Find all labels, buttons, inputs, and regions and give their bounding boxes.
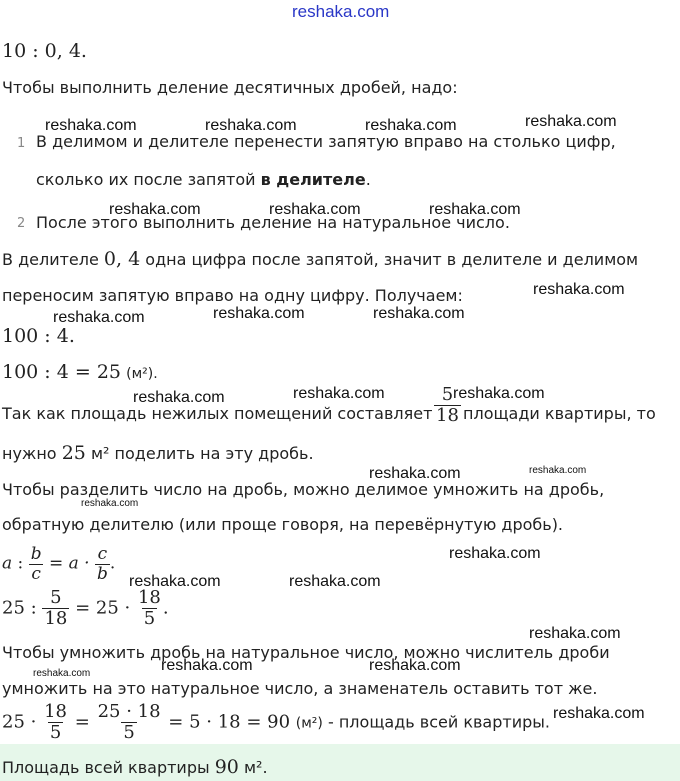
divisor-line-1 bbox=[2, 248, 638, 270]
watermark: reshaka.com bbox=[525, 113, 617, 130]
calc-1-f2-den: 5 bbox=[143, 607, 156, 629]
formula-b: b bbox=[30, 544, 42, 564]
area-text-pre: Так как площадь нежилых помещений составляет bbox=[2, 404, 433, 423]
calc-2-tail: - площадь всей квартиры. bbox=[322, 712, 550, 732]
step-1-line-1: В делимом и делителе перенести запятую вправо на столько цифр, bbox=[36, 132, 616, 151]
watermark: reshaka.com bbox=[45, 117, 137, 134]
fraction-denominator: 18 bbox=[436, 404, 459, 426]
need-post: м² поделить на эту дробь. bbox=[85, 444, 314, 463]
step-1-line-2 bbox=[36, 170, 371, 189]
rule-line-2: обратную делителю (или проще говоря, на перевёрнутую дробь). bbox=[2, 515, 564, 534]
calc-2-rest: = 5 · 18 = 90 bbox=[168, 711, 291, 733]
step-2-line-1: После этого выполнить деление на натуральное число. bbox=[36, 213, 510, 232]
watermark: reshaka.com bbox=[129, 573, 221, 590]
rule2-line-2: умножить на это натуральное число, а знаменатель оставить тот же. bbox=[2, 679, 598, 698]
formula-dot: . bbox=[109, 553, 116, 574]
formula-c: c bbox=[31, 563, 41, 584]
calc-2-unit: (м²) bbox=[295, 715, 323, 732]
watermark: reshaka.com bbox=[529, 625, 621, 642]
calc-2-f1-num: 18 bbox=[44, 701, 67, 722]
rule2-line-1: Чтобы умножить дробь на натуральное число, можно числитель дроби bbox=[2, 643, 610, 662]
divisor-text-post: одна цифра после запятой, значит в делителе и делимом bbox=[140, 250, 639, 269]
math-result: 100 : 4 = 25 bbox=[2, 361, 122, 383]
watermark: reshaka.com bbox=[429, 201, 521, 218]
divisor-math: 0, 4 bbox=[103, 248, 141, 270]
calc-2 bbox=[2, 702, 550, 743]
formula-c2: c bbox=[97, 544, 108, 564]
math-10-div-0-4: 10 : 0, 4. bbox=[2, 40, 87, 62]
watermark: reshaka.com bbox=[133, 389, 225, 406]
step-1-bold: в делителе bbox=[260, 170, 366, 189]
watermark: reshaka.com bbox=[369, 465, 461, 482]
watermark: reshaka.com bbox=[109, 201, 201, 218]
watermark-small: reshaka.com bbox=[81, 498, 139, 509]
area-text-post: площади квартиры, то bbox=[463, 404, 656, 423]
top-watermark: reshaka.com bbox=[292, 2, 390, 21]
watermark: reshaka.com bbox=[205, 117, 297, 134]
step-number-1: 1 bbox=[17, 136, 26, 151]
watermark: reshaka.com bbox=[213, 305, 305, 322]
need-pre: нужно bbox=[2, 444, 62, 463]
fraction-numerator: 5 bbox=[441, 384, 454, 405]
calc-1-f2-num: 18 bbox=[137, 587, 161, 608]
formula bbox=[2, 545, 115, 583]
watermark: reshaka.com bbox=[161, 657, 253, 674]
calc-1 bbox=[2, 588, 169, 629]
step-1-period: . bbox=[365, 170, 371, 189]
calc-1-left: 25 : bbox=[2, 597, 37, 619]
formula-eq: = a · bbox=[48, 553, 90, 574]
watermark: reshaka.com bbox=[269, 201, 361, 218]
watermark: reshaka.com bbox=[453, 385, 545, 402]
watermark: reshaka.com bbox=[533, 281, 625, 298]
calc-2-eq1: = bbox=[74, 711, 90, 733]
unit-m2: (м²). bbox=[126, 366, 158, 382]
formula-colon: : bbox=[17, 553, 24, 574]
answer-post: м². bbox=[238, 758, 268, 777]
intro-text: Чтобы выполнить деление десятичных дробей, надо: bbox=[2, 78, 458, 97]
calc-1-f1-den: 18 bbox=[44, 607, 68, 629]
need-math: 25 bbox=[61, 442, 86, 464]
watermark-small: reshaka.com bbox=[33, 668, 91, 679]
calc-1-f1-num: 5 bbox=[50, 587, 62, 608]
calc-2-left: 25 · bbox=[2, 711, 37, 733]
watermark: reshaka.com bbox=[373, 305, 465, 322]
calc-1-end: . bbox=[162, 597, 169, 619]
step-number-2: 2 bbox=[17, 216, 26, 231]
divisor-line-2: переносим запятую вправо на одну цифру. Получаем: bbox=[2, 286, 463, 305]
formula-b2: b bbox=[96, 563, 108, 584]
calc-2-f2-num: 25 · 18 bbox=[97, 701, 161, 722]
answer-math: 90 bbox=[214, 756, 239, 778]
calc-1-mid: = 25 · bbox=[75, 597, 131, 619]
formula-a: a bbox=[2, 553, 13, 574]
answer-pre: Площадь всей квартиры bbox=[2, 758, 215, 777]
watermark: reshaka.com bbox=[53, 309, 145, 326]
divisor-text-pre: В делителе bbox=[2, 250, 104, 269]
watermark-small: reshaka.com bbox=[529, 465, 587, 476]
watermark: reshaka.com bbox=[449, 545, 541, 562]
rule-line-1: Чтобы разделить число на дробь, можно делимое умножить на дробь, bbox=[2, 480, 605, 499]
math-result-line bbox=[2, 361, 158, 383]
watermark: reshaka.com bbox=[289, 573, 381, 590]
answer-line bbox=[2, 756, 268, 778]
watermark: reshaka.com bbox=[365, 117, 457, 134]
need-line bbox=[2, 442, 314, 464]
calc-2-f1-den: 5 bbox=[49, 721, 62, 743]
math-100-div-4: 100 : 4. bbox=[2, 325, 75, 347]
step-1-text: сколько их после запятой bbox=[36, 170, 261, 189]
watermark: reshaka.com bbox=[293, 385, 385, 402]
watermark: reshaka.com bbox=[369, 657, 461, 674]
watermark: reshaka.com bbox=[553, 705, 645, 722]
calc-2-f2-den: 5 bbox=[123, 721, 135, 743]
